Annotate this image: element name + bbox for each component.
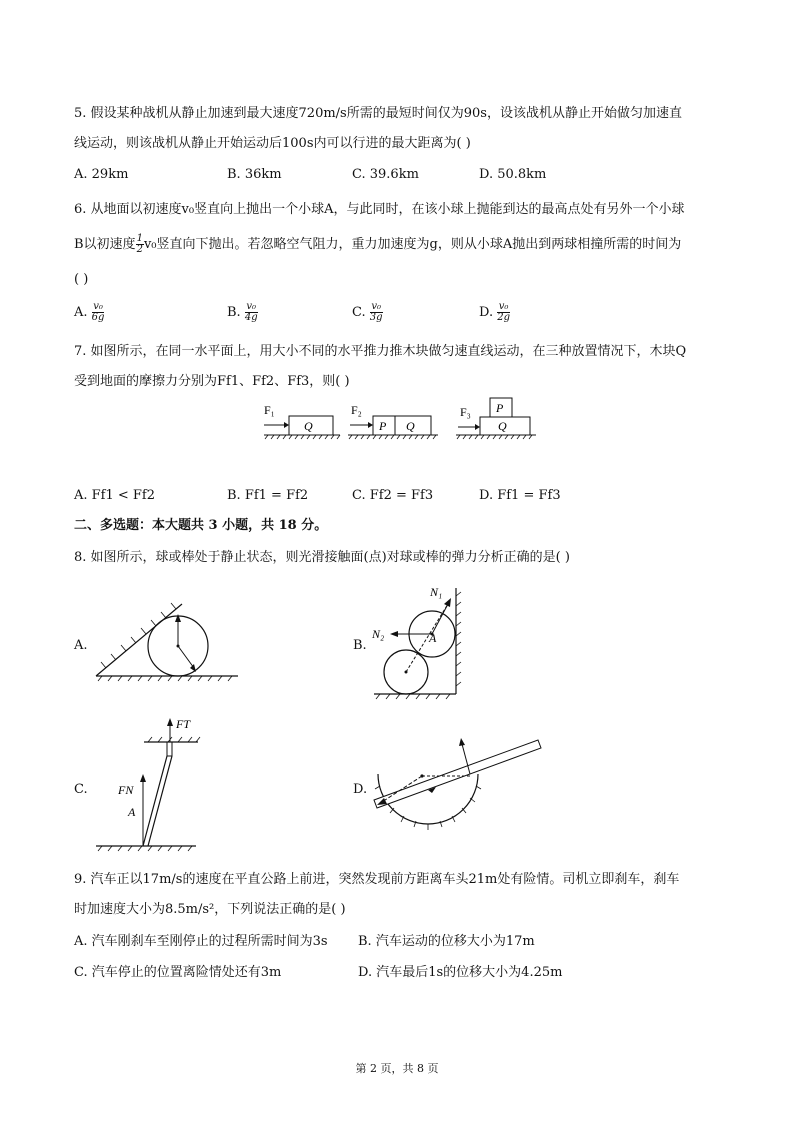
q5-option-b: B. 36km (227, 167, 282, 182)
q8-line1: 8. 如图所示，球或棒处于静止状态，则光滑接触面(点)对球或棒的弹力分析正确的是( ) (74, 550, 570, 565)
q6-option-a-den: 6g (91, 312, 105, 323)
q8-b-n1-label: N₁ (430, 585, 443, 599)
q8-label-a: A. (74, 638, 88, 653)
q6-option-b-label: B. (227, 305, 241, 320)
q6-option-d-num: v₀ (498, 301, 509, 312)
q6-option-d-den: 2g (497, 312, 510, 323)
q8-label-b: B. (353, 638, 367, 653)
q8-c-ft-label: FT (176, 717, 191, 731)
q6-line1: 6. 从地面以初速度v₀竖直向上抛出一个小球A，与此同时，在该小球上抛能到达的最高点处有另外一个小球 (74, 202, 685, 217)
q6-line2-pre: B以初速度 (74, 237, 136, 252)
q9-line1: 9. 汽车正以17m/s的速度在平直公路上前进，突然发现前方距离车头21m处有险情。司机立即刹车，刹车 (74, 872, 680, 887)
q9-option-a: A. 汽车刚刹车至刚停止的过程所需时间为3s (74, 934, 328, 949)
q7-p-label-3: P (496, 401, 504, 415)
q8-label-c: C. (74, 782, 88, 797)
q7-line2: 受到地面的摩擦力分别为Ff1、Ff2、Ff3，则( ) (74, 374, 350, 389)
q8-b-n2-label: N₂ (372, 627, 385, 641)
q9-line2: 时加速度大小为8.5m/s²，下列说法正确的是( ) (74, 902, 346, 917)
q6-option-a-label: A. (74, 305, 88, 320)
q7-f2-label: F₂ (351, 403, 362, 417)
q7-option-a: A. Ff1 < Ff2 (74, 488, 156, 503)
section-2-heading: 二、多选题：本大题共 3 小题，共 18 分。 (74, 518, 328, 533)
q6-line3: ( ) (74, 272, 89, 287)
q5-option-c: C. 39.6km (352, 167, 419, 182)
q9-option-b: B. 汽车运动的位移大小为17m (358, 934, 535, 949)
q6-option-d (479, 302, 510, 323)
q5-line1: 5. 假设某种战机从静止加速到最大速度720m/s所需的最短时间仅为90s，设该战机从静止开始做匀加速直 (74, 106, 682, 121)
q8-b-a-label: A (429, 631, 437, 645)
q7-q-label-2: Q (406, 419, 415, 433)
q6-option-d-label: D. (479, 305, 494, 320)
q6-line2 (74, 234, 681, 255)
q6-option-c (352, 302, 383, 323)
q6-option-a-num: v₀ (93, 301, 103, 312)
q5-line2: 线运动，则该战机从静止开始运动后100s内可以行进的最大距离为( ) (74, 136, 471, 151)
q7-line1: 7. 如图所示，在同一水平面上，用大小不同的水平推力推木块做匀速直线运动，在三种放置情况下，木块Q (74, 344, 687, 359)
q8-figure-c (92, 716, 202, 856)
page-footer: 第 2 页，共 8 页 (355, 1062, 439, 1075)
q6-option-c-label: C. (352, 305, 366, 320)
q7-f1-label: F₁ (264, 403, 275, 417)
q7-q-label-3: Q (498, 419, 507, 433)
q6-frac-den: 2 (136, 244, 143, 255)
q9-option-d: D. 汽车最后1s的位移大小为4.25m (358, 965, 563, 980)
q7-option-c: C. Ff2 = Ff3 (352, 488, 434, 503)
q8-c-a-label: A (128, 805, 136, 819)
q7-f3-label: F₃ (460, 405, 471, 419)
q6-option-b (227, 302, 258, 323)
q7-q-label-1: Q (304, 419, 313, 433)
q8-figure-b (366, 582, 466, 704)
q6-option-c-den: 3g (369, 312, 383, 323)
q6-line2-post: v₀竖直向下抛出。若忽略空气阻力，重力加速度为g，则从小球A抛出到两球相撞所需的时间为 (143, 237, 682, 252)
q8-label-d: D. (353, 782, 368, 797)
q8-c-fn-label: FN (118, 783, 134, 797)
q5-option-d: D. 50.8km (479, 167, 547, 182)
q7-p-label-2: P (379, 419, 387, 433)
q5-option-a: A. 29km (74, 167, 129, 182)
q8-figure-a (92, 600, 242, 682)
q7-figure (260, 398, 540, 442)
q6-option-b-den: 4g (244, 312, 258, 323)
q6-option-b-num: v₀ (246, 301, 257, 312)
q6-fraction (136, 234, 144, 255)
q7-option-b: B. Ff1 = Ff2 (227, 488, 309, 503)
q6-option-a (74, 302, 104, 323)
q6-frac-num: 1 (136, 233, 143, 244)
q8-figure-d (366, 734, 546, 838)
q7-option-d: D. Ff1 = Ff3 (479, 488, 561, 503)
q6-option-c-num: v₀ (371, 301, 381, 312)
q9-option-c: C. 汽车停止的位置离险情处还有3m (74, 965, 282, 980)
